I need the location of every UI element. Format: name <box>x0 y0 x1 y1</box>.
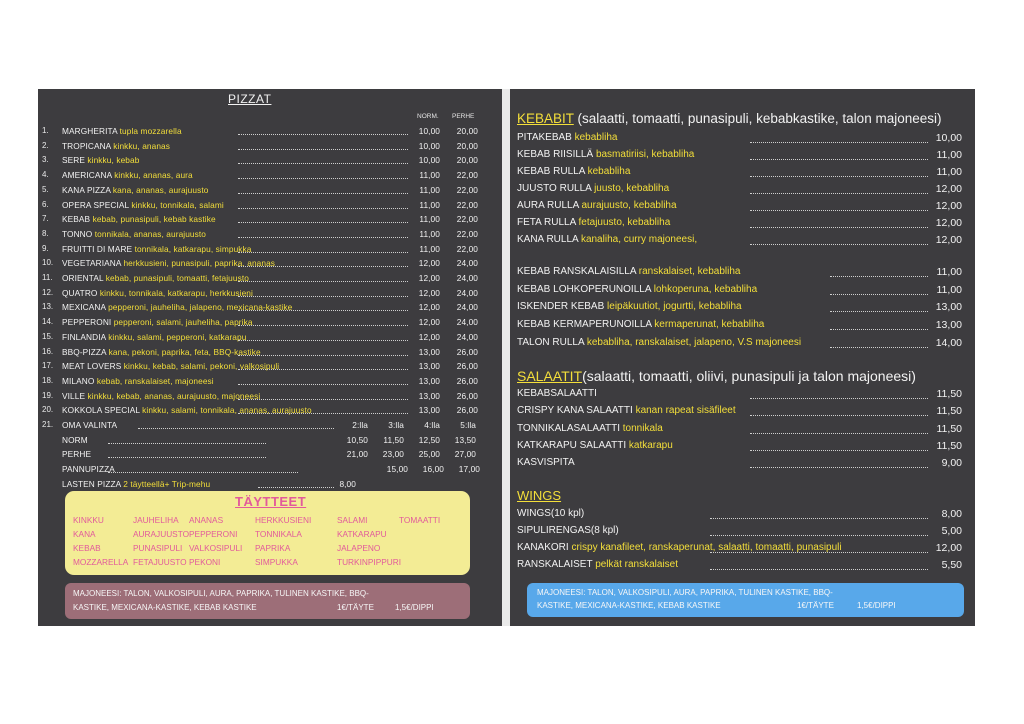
pizza-panel <box>38 89 502 626</box>
menu-item <box>517 217 670 228</box>
tayte-item: HERKKUSIENI <box>255 515 312 525</box>
pizza-name: AMERICANA <box>62 170 112 181</box>
pizza-leader <box>238 208 408 209</box>
majoneesi-line1: MAJONEESI: TALON, VALKOSIPULI, AURA, PAPRIKA, TULINEN KASTIKE, BBQ- <box>73 589 369 598</box>
tayte-item: VALKOSIPULI <box>189 543 243 553</box>
lasten-desc: 2 täytteellä+ Trip-mehu <box>123 478 211 489</box>
pizza-name: SERE <box>62 155 85 166</box>
menu-leader <box>750 142 928 143</box>
pizza-price-perhe: 22,00 <box>456 170 478 181</box>
pizza-leader <box>238 413 408 414</box>
pizza-price-perhe: 22,00 <box>456 199 478 210</box>
pizza-name: ORIENTAL <box>62 273 104 283</box>
tayte-item: PAPRIKA <box>255 543 291 553</box>
menu-item <box>517 200 677 211</box>
majoneesi-right-tayte: 1€/TÄYTE <box>797 601 834 610</box>
menu-item <box>517 319 764 330</box>
pizza-name: VEGETARIANA <box>62 258 122 269</box>
pizza-desc: tonnikala, katkarapu, simpukka <box>134 243 252 254</box>
menu-item <box>517 166 630 177</box>
menu-item-desc: lohkoperuna, kebabliha <box>653 283 758 295</box>
oma-row-leader <box>108 457 266 458</box>
menu-leader <box>750 398 928 399</box>
pizza-name: QUATRO <box>62 287 98 298</box>
menu-item-name: CRISPY KANA SALAATTI <box>517 405 633 417</box>
menu-item-name: TALON RULLA <box>517 336 585 348</box>
oma-row-name: PANNUPIZZA <box>62 464 115 475</box>
menu-item-name: KEBAB RULLA <box>517 166 585 177</box>
majoneesi-right-line1: MAJONEESI: TALON, VALKOSIPULI, AURA, PAPRIKA, TULINEN KASTIKE, BBQ- <box>537 588 833 597</box>
pizza-number: 10. <box>42 258 54 268</box>
pizza-leader <box>238 325 408 326</box>
col-norm-header: NORM. <box>417 113 439 120</box>
menu-leader <box>710 552 928 553</box>
menu-item-desc: basmatiriisi, kebabliha <box>595 149 695 160</box>
menu-item-name: KANAKORI <box>517 542 569 553</box>
pizza-price-norm: 11,00 <box>419 184 440 195</box>
pizza-price-perhe: 26,00 <box>456 405 478 416</box>
menu-item-price: 5,50 <box>941 559 962 571</box>
pizza-desc: kebab, punasipuli, tomaatti, fetajuusto <box>105 273 249 283</box>
pizza-price-perhe: 26,00 <box>456 346 478 357</box>
pizza-price-norm: 10,00 <box>418 155 440 166</box>
menu-item-desc: kanaliha, curry majoneesi, <box>580 234 698 245</box>
menu-item-name: KASVISPITA <box>517 457 575 469</box>
pizza-price-perhe: 24,00 <box>456 331 478 342</box>
pizza-name: FRUITTI DI MARE <box>62 243 133 254</box>
pizza-leader <box>238 310 408 311</box>
pizza-desc: kinkku, salami, tonnikala, ananas, aurajuusto <box>142 405 312 416</box>
pizza-leader <box>238 252 408 253</box>
menu-item-desc: juusto, kebabliha <box>594 183 670 194</box>
pizza-leader <box>238 149 408 150</box>
menu-item-price: 12,00 <box>935 217 962 229</box>
menu-leader <box>750 176 928 177</box>
menu-item-price: 11,50 <box>936 405 962 418</box>
menu-item-price: 10,00 <box>935 132 962 144</box>
pizza-name: PEPPERONI <box>62 317 112 328</box>
oma-valinta-name: OMA VALINTA <box>62 420 118 430</box>
menu-item-desc: kanan rapeat sisäfileet <box>635 405 736 417</box>
pizza-price-perhe: 20,00 <box>456 155 478 166</box>
oma-row-value: 27,00 <box>454 449 476 460</box>
majoneesi-right-dippi: 1,5€/DIPPI <box>857 601 896 610</box>
pizza-number: 4. <box>42 170 49 180</box>
menu-leader <box>750 193 928 194</box>
menu-item <box>517 559 678 570</box>
pizza-number: 6. <box>42 199 49 209</box>
menu-item-desc: aurajuusto, kebabliha <box>581 200 677 211</box>
pizza-number: 3. <box>42 155 49 165</box>
pizza-desc: tupla mozzarella <box>119 126 182 136</box>
pizza-number: 8. <box>42 228 49 238</box>
oma-col-label: 4:lla <box>424 420 440 430</box>
oma-row-value: 13,50 <box>454 434 476 445</box>
oma-row-value: 15,00 <box>386 464 408 475</box>
oma-row-value: 10,50 <box>346 434 368 445</box>
menu-item-name: PITAKEBAB <box>517 132 572 143</box>
menu-item-price: 11,00 <box>936 166 962 178</box>
pizza-desc: pepperoni, jauheliha, jalapeno, mexicana-kastike <box>108 302 293 313</box>
pizza-name: KEBAB <box>62 214 91 225</box>
pizza-number: 5. <box>42 184 49 194</box>
pizza-desc: kinkku, kebab, salami, pekoni, valkosipuli <box>123 361 280 372</box>
menu-item-desc: pelkät ranskalaiset <box>595 559 679 570</box>
tayte-item: PEPPERONI <box>189 529 238 539</box>
menu-item-desc: kermaperunat, kebabliha <box>654 319 765 331</box>
menu-leader <box>710 535 928 536</box>
pizzat-title: PIZZAT <box>228 92 272 106</box>
pizza-price-norm: 12,00 <box>418 258 440 269</box>
pizza-price-perhe: 26,00 <box>456 375 478 386</box>
pizza-leader <box>238 281 408 282</box>
menu-leader <box>710 569 928 570</box>
pizza-desc: kinkku, ananas <box>113 140 171 151</box>
menu-item-name: KANA RULLA <box>517 234 579 245</box>
pizza-number: 19. <box>42 390 54 400</box>
pizza-leader <box>238 340 408 341</box>
majoneesi-box-left <box>65 583 470 619</box>
menu-item-name: WINGS(10 kpl) <box>517 508 585 519</box>
menu-item <box>517 337 801 348</box>
pizza-number: 2. <box>42 140 49 150</box>
pizza-price-norm: 13,00 <box>418 390 440 401</box>
menu-leader <box>750 433 928 434</box>
menu-item-price: 8,00 <box>941 508 962 520</box>
pizza-price-norm: 11,00 <box>419 243 440 254</box>
oma-row-leader <box>108 472 298 473</box>
oma-col-label: 5:lla <box>460 420 476 430</box>
pizza-price-perhe: 24,00 <box>456 258 478 269</box>
menu-item-price: 11,50 <box>936 422 962 435</box>
menu-item-price: 12,00 <box>935 234 962 246</box>
majoneesi-box-right <box>527 583 964 617</box>
menu-item <box>517 301 742 312</box>
tayte-item: ANANAS <box>189 515 224 525</box>
majoneesi-line2: KASTIKE, MEXICANA-KASTIKE, KEBAB KASTIKE <box>73 603 257 612</box>
pizza-price-perhe: 22,00 <box>456 243 478 254</box>
menu-item-name: KEBAB LOHKOPERUNOILLA <box>517 283 651 295</box>
pizza-price-perhe: 26,00 <box>456 361 478 372</box>
menu-item-desc: katkarapu <box>628 439 673 451</box>
pizza-price-norm: 12,00 <box>418 302 440 313</box>
tayte-item: KATKARAPU <box>337 529 387 539</box>
lasten-name: LASTEN PIZZA <box>62 478 121 489</box>
tayte-item: SIMPUKKA <box>255 557 298 567</box>
menu-item-price: 12,00 <box>935 200 962 212</box>
pizza-price-perhe: 20,00 <box>456 126 478 136</box>
tayte-item: JAUHELIHA <box>133 515 179 525</box>
menu-item-price: 11,50 <box>936 439 962 452</box>
pizza-price-norm: 13,00 <box>418 361 440 372</box>
oma-col-label: 3:lla <box>388 420 404 430</box>
menu-item-price: 12,00 <box>935 183 962 195</box>
pizza-price-perhe: 26,00 <box>456 390 478 401</box>
pizza-leader <box>238 384 408 385</box>
oma-row-value: 17,00 <box>458 464 480 475</box>
pizza-leader <box>238 193 408 194</box>
pizza-leader <box>238 163 408 164</box>
pizza-leader <box>238 266 408 267</box>
pizza-name: TROPICANA <box>62 140 111 151</box>
pizza-price-norm: 11,00 <box>419 170 440 181</box>
menu-item-desc: crispy kanafileet, ranskaperunat, salaatti, tomaatti, punasipuli <box>571 542 842 553</box>
menu-item-name: KEBAB RIISILLÄ <box>517 149 594 160</box>
pizza-price-norm: 12,00 <box>418 287 440 298</box>
pizza-number: 15. <box>42 331 54 341</box>
pizza-name: TONNO <box>62 228 93 239</box>
kebabit-desc: (salaatti, tomaatti, punasipuli, kebabkastike, talon majoneesi) <box>573 111 942 126</box>
menu-item <box>517 388 597 399</box>
wings-heading <box>517 488 561 503</box>
pizza-price-perhe: 24,00 <box>456 317 478 328</box>
oma-row-name: NORM <box>62 434 88 445</box>
pizza-number: 20. <box>42 405 54 415</box>
oma-row-name: PERHE <box>62 449 92 460</box>
menu-item <box>517 183 669 194</box>
menu-leader <box>750 244 928 245</box>
tayte-item: TONNIKALA <box>255 529 302 539</box>
menu-item-name: KEBAB RANSKALAISILLA <box>517 266 636 277</box>
tayte-item: KEBAB <box>73 543 101 553</box>
menu-leader <box>830 276 928 277</box>
oma-row-value: 23,00 <box>382 449 404 460</box>
menu-item <box>517 132 617 143</box>
pizza-price-perhe: 22,00 <box>456 228 478 239</box>
menu-item-name: KEBABSALAATTI <box>517 388 597 399</box>
pizza-price-norm: 10,00 <box>418 126 440 136</box>
pizza-desc: kebab, punasipuli, kebab kastike <box>92 214 216 225</box>
pizza-number: 7. <box>42 214 49 224</box>
pizza-desc: kinkku, salami, pepperoni, katkarapu <box>108 331 247 342</box>
pizza-leader <box>238 134 408 135</box>
menu-item-price: 11,00 <box>936 149 962 161</box>
menu-item-name: ISKENDER KEBAB <box>517 301 605 313</box>
lasten-leader <box>258 487 334 488</box>
menu-item-name: SIPULIRENGAS(8 kpl) <box>517 525 619 536</box>
majoneesi-tayte: 1€/TÄYTE <box>337 603 374 612</box>
col-perhe-header: PERHE <box>452 113 475 120</box>
pizza-number: 16. <box>42 346 54 356</box>
menu-item-name: FETA RULLA <box>517 217 576 228</box>
pizza-price-norm: 11,00 <box>419 228 440 239</box>
pizza-number: 1. <box>42 126 49 135</box>
tayte-item: PUNASIPULI <box>133 543 183 553</box>
pizza-leader <box>238 369 408 370</box>
menu-item <box>517 440 673 451</box>
tayte-item: PEKONI <box>189 557 221 567</box>
pizza-desc: pepperoni, salami, jauheliha, paprika <box>113 317 253 328</box>
menu-item-name: RANSKALAISET <box>517 559 593 570</box>
pizza-name: BBQ-PIZZA <box>62 346 107 357</box>
menu-item-desc: kebabliha <box>587 166 631 177</box>
menu-item-price: 5,00 <box>941 525 962 537</box>
tayte-item: AURAJUUSTO <box>133 529 190 539</box>
pizza-price-norm: 12,00 <box>418 331 440 342</box>
lasten-price: 8,00 <box>339 478 356 489</box>
menu-board <box>38 89 975 626</box>
pizza-price-norm: 13,00 <box>418 346 440 357</box>
menu-item-desc: ranskalaiset, kebabliha <box>638 266 741 277</box>
pizza-desc: kinkku, ananas, aura <box>114 170 193 181</box>
menu-item-price: 12,00 <box>935 542 962 554</box>
tayte-item: MOZZARELLA <box>73 557 129 567</box>
pizza-number: 12. <box>42 287 54 297</box>
menu-item-desc: kebabliha <box>574 132 618 143</box>
pizza-price-norm: 10,00 <box>418 140 440 151</box>
pizza-desc: tonnikala, ananas, aurajuusto <box>94 228 207 239</box>
menu-leader <box>750 415 928 416</box>
pizza-leader <box>238 178 408 179</box>
oma-row-value: 25,00 <box>418 449 440 460</box>
pizza-name: MEXICANA <box>62 302 106 313</box>
oma-row-value: 12,50 <box>418 434 440 445</box>
menu-item-desc: tonnikala <box>622 422 663 434</box>
wings-title: WINGS <box>517 488 562 503</box>
oma-row-leader <box>108 443 266 444</box>
pizza-name: VILLE <box>62 390 86 401</box>
right-panel <box>510 89 975 626</box>
menu-item-price: 14,00 <box>935 336 962 349</box>
pizza-price-norm: 13,00 <box>418 375 440 386</box>
tayte-item: TURKINPIPPURI <box>337 557 402 567</box>
pizza-leader <box>238 222 408 223</box>
menu-item-price: 11,50 <box>936 388 962 400</box>
pizza-name: MARGHERITA <box>62 126 118 136</box>
tayte-item: SALAMI <box>337 515 368 525</box>
salaatit-heading <box>517 368 916 384</box>
oma-row-value: 16,00 <box>422 464 444 475</box>
menu-item <box>517 423 663 434</box>
pizza-desc: kebab, ranskalaiset, majoneesi <box>96 375 214 386</box>
menu-leader <box>750 210 928 211</box>
menu-item <box>517 234 697 245</box>
pizza-number: 17. <box>42 361 54 371</box>
majoneesi-dippi: 1,5€/DIPPI <box>395 603 434 612</box>
pizza-price-perhe: 24,00 <box>456 273 478 283</box>
menu-item <box>517 525 619 536</box>
menu-item-price: 11,00 <box>936 266 962 278</box>
tayte-item: FETAJUUSTO <box>133 557 187 567</box>
pizza-number: 21. <box>42 420 54 429</box>
pizza-price-norm: 13,00 <box>418 405 440 416</box>
menu-item-name: AURA RULLA <box>517 200 579 211</box>
menu-item <box>517 284 757 295</box>
menu-item-name: JUUSTO RULLA <box>517 183 592 194</box>
pizza-name: MILANO <box>62 375 95 386</box>
pizza-desc: kinkku, kebab, ananas, aurajuusto, majoneesi <box>87 390 261 401</box>
tayte-item: JALAPENO <box>337 543 381 553</box>
menu-leader <box>750 227 928 228</box>
menu-item <box>517 149 694 160</box>
menu-item <box>517 457 575 468</box>
salaatit-title: SALAATIT <box>517 368 583 384</box>
oma-col-label: 2:lla <box>352 420 368 430</box>
menu-leader <box>830 294 928 295</box>
pizza-price-perhe: 22,00 <box>456 184 478 195</box>
menu-leader <box>830 329 928 330</box>
taytteet-title: TÄYTTEET <box>235 494 307 509</box>
pizza-leader <box>238 399 408 400</box>
pizza-name: MEAT LOVERS <box>62 361 122 372</box>
menu-leader <box>750 159 928 160</box>
menu-item <box>517 508 584 519</box>
menu-leader <box>750 467 928 468</box>
pizza-name: FINLANDIA <box>62 331 106 342</box>
kebabit-heading <box>517 111 941 126</box>
pizza-price-perhe: 24,00 <box>456 287 478 298</box>
center-divider <box>502 89 510 626</box>
pizza-price-perhe: 22,00 <box>456 214 478 225</box>
tayte-item: KANA <box>73 529 96 539</box>
oma-leader <box>138 428 334 429</box>
menu-leader <box>710 518 928 519</box>
pizza-desc: herkkusieni, punasipuli, paprika, ananas <box>123 258 276 269</box>
oma-row-value: 21,00 <box>346 449 368 460</box>
tayte-item: KINKKU <box>73 515 104 525</box>
pizza-number: 13. <box>42 302 54 312</box>
pizza-price-norm: 12,00 <box>418 317 440 328</box>
pizza-name: KOKKOLA SPECIAL <box>62 405 140 416</box>
pizza-number: 11. <box>42 273 53 282</box>
pizza-leader <box>238 355 408 356</box>
pizza-name: KANA PIZZA <box>62 184 111 195</box>
pizza-leader <box>238 237 408 238</box>
menu-leader <box>830 311 928 312</box>
menu-item-price: 13,00 <box>935 319 962 332</box>
pizza-number: 9. <box>42 243 49 253</box>
menu-item-desc: leipäkuutiot, jogurtti, kebabliha <box>607 301 742 313</box>
pizza-desc: kinkku, tonnikala, katkarapu, herkkusieni <box>99 287 253 298</box>
pizza-desc: kinkku, kebab <box>87 155 140 166</box>
menu-item <box>517 405 736 416</box>
menu-item-desc: kebabliha, ranskalaiset, jalapeno, V.S majoneesi <box>586 336 802 348</box>
taytteet-box <box>65 491 470 575</box>
menu-item-name: KEBAB KERMAPERUNOILLA <box>517 319 652 331</box>
pizza-desc: kana, pekoni, paprika, feta, BBQ-kastike <box>108 346 261 357</box>
menu-item-price: 9,00 <box>941 457 962 470</box>
lasten-pizza <box>62 479 210 489</box>
menu-item-desc: fetajuusto, kebabliha <box>578 217 671 228</box>
oma-row-value: 11,50 <box>383 434 404 445</box>
menu-item-price: 11,00 <box>936 283 962 296</box>
pizza-desc: kinkku, tonnikala, salami <box>131 199 224 210</box>
kebabit-title: KEBABIT <box>517 111 574 126</box>
pizza-desc: kana, ananas, aurajuusto <box>112 184 209 195</box>
pizza-name: OPERA SPECIAL <box>62 199 129 210</box>
menu-item-name: KATKARAPU SALAATTI <box>517 439 627 451</box>
pizza-price-norm: 12,00 <box>418 273 440 283</box>
pizza-price-perhe: 24,00 <box>456 302 478 313</box>
menu-item <box>517 266 740 277</box>
menu-leader <box>750 450 928 451</box>
menu-leader <box>830 347 928 348</box>
menu-item-price: 13,00 <box>935 301 962 314</box>
salaatit-desc: (salaatti, tomaatti, oliivi, punasipuli ja talon majoneesi) <box>582 368 916 384</box>
majoneesi-right-line2: KASTIKE, MEXICANA-KASTIKE, KEBAB KASTIKE <box>537 601 721 610</box>
pizza-number: 14. <box>42 317 54 327</box>
pizza-price-norm: 11,00 <box>419 199 440 210</box>
tayte-item: TOMAATTI <box>399 515 441 525</box>
pizza-leader <box>238 296 408 297</box>
pizza-number: 18. <box>42 375 54 385</box>
menu-item-name: TONNIKALASALAATTI <box>517 422 620 434</box>
pizza-price-norm: 11,00 <box>419 214 440 225</box>
pizza-price-perhe: 20,00 <box>456 140 478 151</box>
